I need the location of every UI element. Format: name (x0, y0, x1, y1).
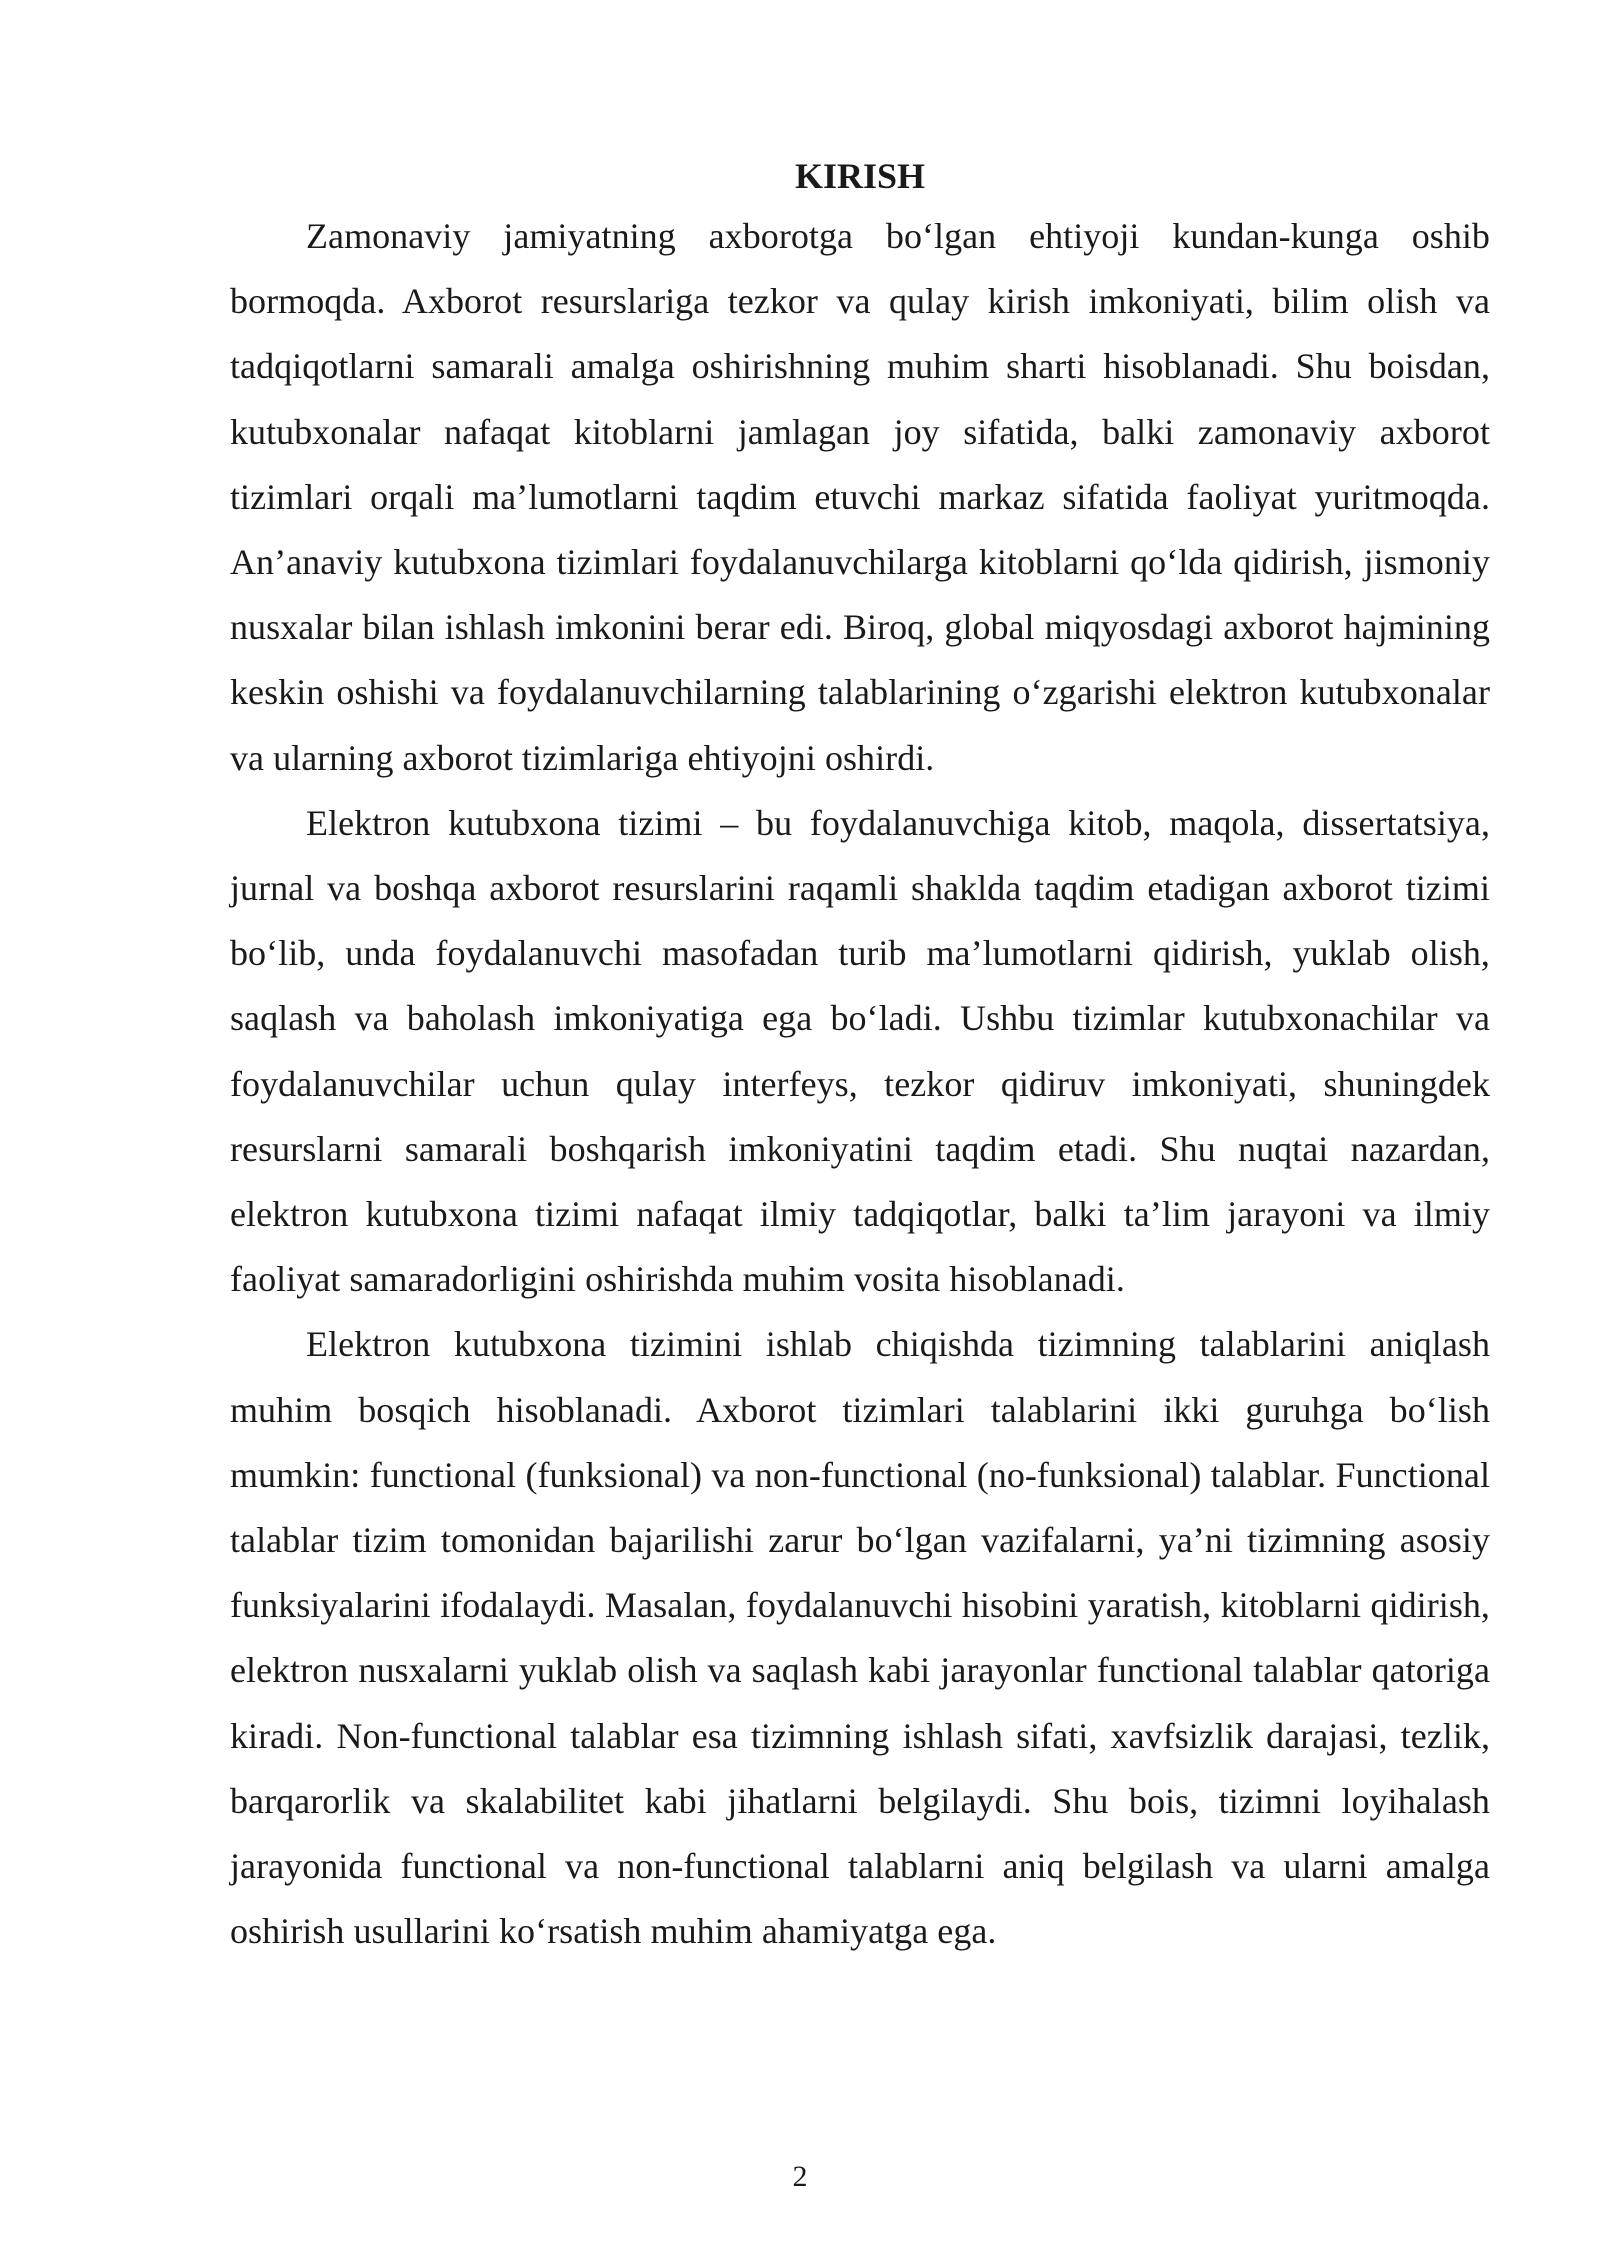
section-heading: KIRISH (794, 156, 926, 196)
paragraph-2: Elektron kutubxona tizimi – bu foydalanuvchiga kitob, maqola, dissertatsiya, jurnal va boshqa axborot resurslarini raqamli shaklda taqdim etadigan axborot tizimi bo‘lib, unda foydalanuvchi masofadan turib ma’lumotlarni qidirish, yuklab olish, saqlash va baholash imkoniyatiga ega bo‘ladi. Ushbu tizimlar kutubxonachilar va foydalanuvchilar uchun qulay interfeys, tezkor qidiruv imkoniyati, shuningdek resurslarni samarali boshqarish imkoniyatini taqdim etadi. Shu nuqtai nazardan, elektron kutubxona tizimi nafaqat ilmiy tadqiqotlar, balki ta’lim jarayoni va ilmiy faoliyat samaradorligini oshirishda muhim vosita hisoblanadi. (230, 802, 1490, 1300)
paragraph-3: Elektron kutubxona tizimini ishlab chiqishda tizimning talablarini aniqlash muhim bosqich hisoblanadi. Axborot tizimlari talablarini ikki guruhga bo‘lish mumkin: functional (funksional) va non-functional (no-funksional) talablar. Functional talablar tizim tomonidan bajarilishi zarur bo‘lgan vazifalarni, ya’ni tizimning asosiy funksiyalarini ifodalaydi. Masalan, foydalanuvchi hisobini yaratish, kitoblarni qidirish, elektron nusxalarni yuklab olish va saqlash kabi jarayonlar functional talablar qatoriga kiradi. Non-functional talablar esa tizimning ishlash sifati, xavfsizlik darajasi, tezlik, barqarorlik va skalabilitet kabi jihatlarni belgilaydi. Shu bois, tizimni loyihalash jarayonida functional va non-functional talablarni aniq belgilash va ularni amalga oshirish usullarini ko‘rsatish muhim ahamiyatga ega. (230, 1324, 1490, 1952)
paragraph-1: Zamonaviy jamiyatning axborotga bo‘lgan ehtiyoji kundan-kunga oshib bormoqda. Axborot resurslariga tezkor va qulay kirish imkoniyati, bilim olish va tadqiqotlarni samarali amalga oshirishning muhim sharti hisoblanadi. Shu boisdan, kutubxonalar nafaqat kitoblarni jamlagan joy sifatida, balki zamonaviy axborot tizimlari orqali ma’lumotlarni taqdim etuvchi markaz sifatida faoliyat yuritmoqda. An’anaviy kutubxona tizimlari foydalanuvchilarga kitoblarni qo‘lda qidirish, jismoniy nusxalar bilan ishlash imkonini berar edi. Biroq, global miqyosdagi axborot hajmining keskin oshishi va foydalanuvchilarning talablarining o‘zgarishi elektron kutubxonalar va ularning axborot tizimlariga ehtiyojni oshirdi. (230, 216, 1490, 778)
page-number: 2 (792, 2160, 808, 2193)
page-content (230, 148, 1490, 1964)
